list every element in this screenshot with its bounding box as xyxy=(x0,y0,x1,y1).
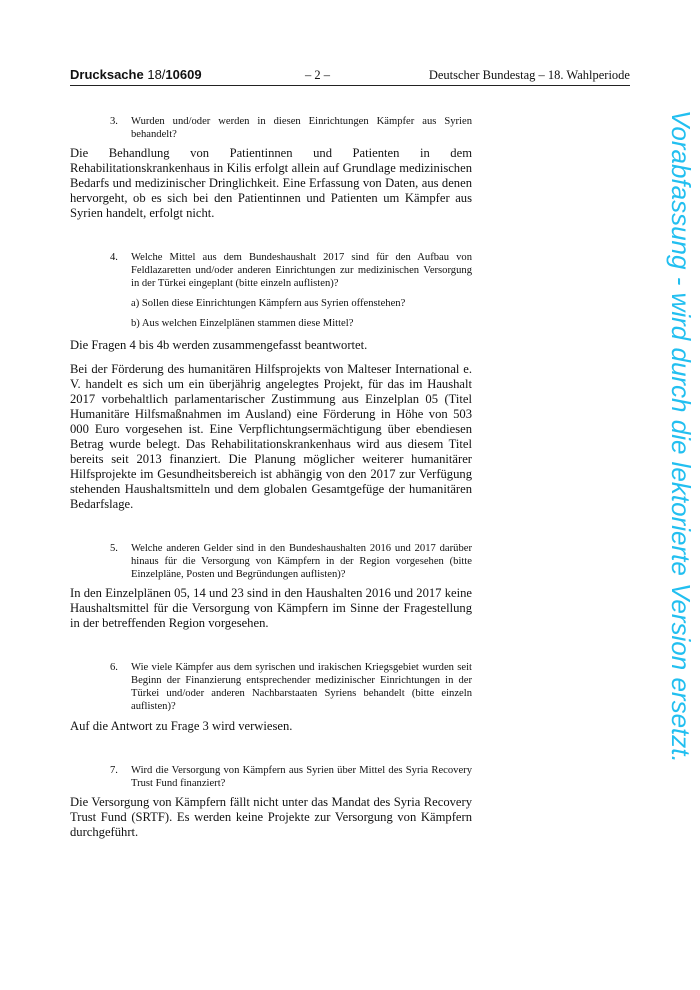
sub-question-a: a) Sollen diese Einrichtungen Kämpfern aus Syrien offenstehen? xyxy=(131,298,406,310)
question-6 xyxy=(110,661,472,713)
answer-5: In den Einzelplänen 05, 14 und 23 sind in den Haushalten 2016 und 2017 keine Haushaltsmittel für die Versorgung von Kämpfern im Sinne der Fragestellung in der betreffenden Region vorgesehen. xyxy=(70,585,472,630)
answer-3: Die Behandlung von Patientinnen und Patienten in dem Rehabilitationskrankenhaus in Kilis erfolgt allein auf Grundlage medizinischen Bedarfs und medizinischer Dringlichkeit. Eine Erfassung von Daten, aus denen hervorgeht, ob es sich bei den Patientinnen und Patienten um Kämpfer aus Syrien handelt, erfolgt nicht. xyxy=(70,146,472,221)
page-header xyxy=(70,67,630,86)
question-number: 7. xyxy=(110,764,118,776)
answer-7: Die Versorgung von Kämpfern fällt nicht unter das Mandat des Syria Recovery Trust Fund (SRTF). Es werden keine Projekte zur Versorgung von Kämpfern durchgeführt. xyxy=(70,794,472,840)
document-label: Drucksache xyxy=(70,67,144,82)
question-text: Wurden und/oder werden in diesen Einrichtungen Kämpfer aus Syrien behandelt? xyxy=(131,116,472,140)
answer-4: Bei der Förderung des humanitären Hilfsprojekts von Malteser International e. V. handelt es sich um ein überjährig angelegtes Projekt, für das im Haushalt 2017 vorbehaltlich parlamentarischer Zustimmung aus Einzelplan 05 (Titel Humanitäre Hilfsmaßnahmen im Ausland) eine Förderung in Höhe von 503 000 Euro vorgesehen ist. Eine Verpflichtungsermächtigung über ebendiesen Betrag wurde belegt. Das Rehabilitationskrankenhaus wird aus diesem Titel bereits seit 2013 finanziert. Die Planung möglicher weiterer humanitärer Hilfsprojekte im Gesundheitsbereich ist abhängig von den 2017 zur Verfügung stehenden Haushaltsmitteln und dem globalen Gesamtgefüge der humanitären Bedarfslage. xyxy=(70,361,472,512)
draft-watermark: Vorabfassung - wird durch die lektorierte Version ersetzt. xyxy=(666,110,696,763)
document-body xyxy=(70,112,472,840)
document-number: 10609 xyxy=(165,67,202,82)
question-number: 5. xyxy=(110,542,118,554)
question-text: Welche Mittel aus dem Bundeshaushalt 2017 sind für den Aufbau von Feldlazaretten und/oder anderen Einrichtungen zur medizinischen Versorgung in der Türkei eingeplant (bitte einzeln auflisten)? xyxy=(131,252,472,290)
question-number: 4. xyxy=(110,252,118,264)
document-number-prefix: 18/ xyxy=(147,67,166,82)
answer-4-intro: Die Fragen 4 bis 4b werden zusammengefasst beantwortet. xyxy=(70,338,368,353)
sub-question-b: b) Aus welchen Einzelplänen stammen diese Mittel? xyxy=(131,318,354,330)
question-number: 3. xyxy=(110,116,118,127)
document-id xyxy=(70,67,202,82)
question-text: Wird die Versorgung von Kämpfern aus Syrien über Mittel des Syria Recovery Trust Fund finanziert? xyxy=(131,764,472,789)
question-7 xyxy=(110,764,472,790)
question-text: Welche anderen Gelder sind in den Bundeshaushalten 2016 und 2017 darüber hinaus für die Versorgung von Kämpfern in der Region vorgesehen (bitte Einzelpläne, Posten und Begründungen auflisten)? xyxy=(131,542,472,580)
question-text: Wie viele Kämpfer aus dem syrischen und irakischen Kriegsgebiet wurden seit Beginn der Finanzierung entsprechender medizinischer Einrichtungen in der Türkei und/oder anderen Nachbarstaaten Syriens behandelt (bitte einzeln auflisten)? xyxy=(131,661,472,712)
page-number: – 2 – xyxy=(305,68,330,82)
question-4 xyxy=(110,251,472,330)
answer-6: Auf die Antwort zu Frage 3 wird verwiesen. xyxy=(70,718,293,733)
question-number: 6. xyxy=(110,661,118,673)
question-5 xyxy=(110,542,472,581)
question-3 xyxy=(110,115,472,141)
institution-label: Deutscher Bundestag – 18. Wahlperiode xyxy=(428,68,630,82)
